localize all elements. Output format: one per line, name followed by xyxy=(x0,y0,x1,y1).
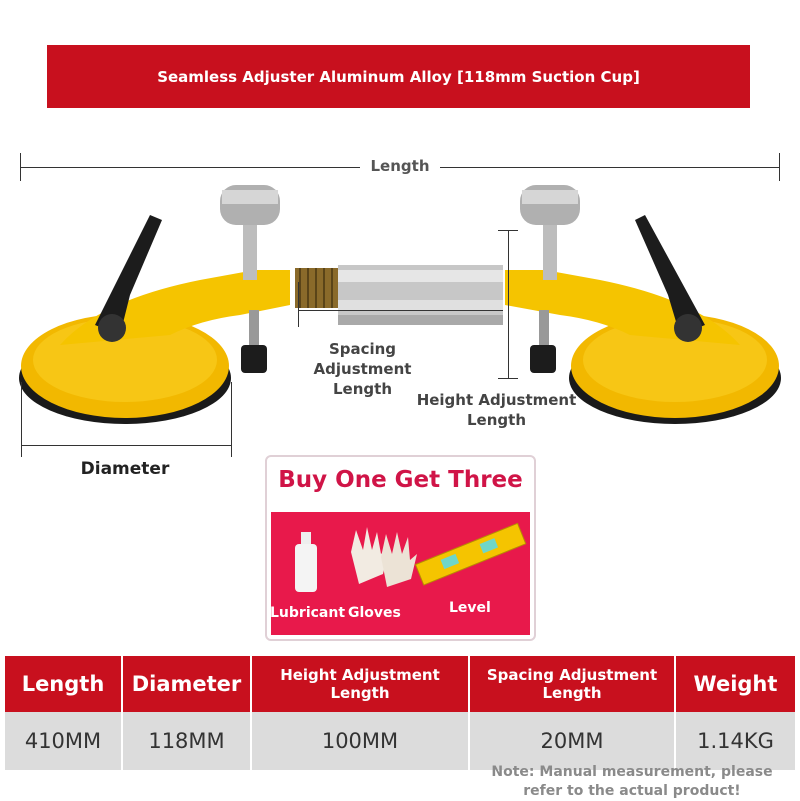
height-dimension-line xyxy=(508,230,509,378)
bonus-title: Buy One Get Three xyxy=(278,467,523,493)
height-label-line2: Length xyxy=(467,411,526,429)
height-adjustment-label xyxy=(414,390,579,430)
bonus-item-lubricant: Lubricant xyxy=(270,605,346,621)
spec-header-row xyxy=(5,656,795,712)
diameter-tick-left xyxy=(21,382,22,457)
bonus-offer-box xyxy=(265,455,536,641)
spacing-dimension-line xyxy=(298,310,503,311)
spec-header-spacing-line1: Spacing Adjustment xyxy=(486,666,658,684)
spec-header-height-line2: Length xyxy=(330,684,390,702)
spec-header-height-line1: Height Adjustment xyxy=(280,666,440,684)
bonus-item-level: Level xyxy=(449,600,491,616)
height-label-line1: Height Adjustment xyxy=(416,391,577,409)
bonus-items-panel xyxy=(271,512,530,635)
spec-header-diameter: Diameter xyxy=(123,656,252,712)
length-label: Length xyxy=(360,156,440,176)
bonus-item-gloves: Gloves xyxy=(348,605,401,621)
note-line1: Note: Manual measurement, please xyxy=(491,764,773,780)
note-line2: refer to the actual product! xyxy=(523,783,741,799)
spacing-label-line2: Length xyxy=(333,380,392,398)
spec-value-length: 410MM xyxy=(5,712,123,770)
banner-title: Seamless Adjuster Aluminum Alloy [118mm Suction Cup] xyxy=(157,67,640,86)
spacing-tick-left xyxy=(298,282,299,327)
spec-table xyxy=(5,656,795,770)
height-tick-top xyxy=(498,230,518,231)
spec-header-spacing-adjustment xyxy=(470,656,676,712)
spec-header-weight: Weight xyxy=(676,656,795,712)
spec-header-length: Length xyxy=(5,656,123,712)
suction-cup-adjuster-image xyxy=(0,120,800,450)
spec-value-weight: 1.14KG xyxy=(676,712,795,770)
diameter-label: Diameter xyxy=(80,459,170,479)
diameter-tick-right xyxy=(231,382,232,457)
title-banner xyxy=(47,45,750,108)
spacing-label-line1: Spacing Adjustment xyxy=(313,340,412,378)
spec-value-diameter: 118MM xyxy=(123,712,252,770)
spec-header-spacing-line2: Length xyxy=(542,684,602,702)
height-tick-bottom xyxy=(498,378,518,379)
spec-value-height-adjustment: 100MM xyxy=(252,712,470,770)
spec-value-row xyxy=(5,712,795,770)
spec-value-spacing-adjustment: 20MM xyxy=(470,712,676,770)
spec-header-height-adjustment xyxy=(252,656,470,712)
diameter-dimension-line xyxy=(21,445,231,446)
measurement-note xyxy=(482,763,782,801)
